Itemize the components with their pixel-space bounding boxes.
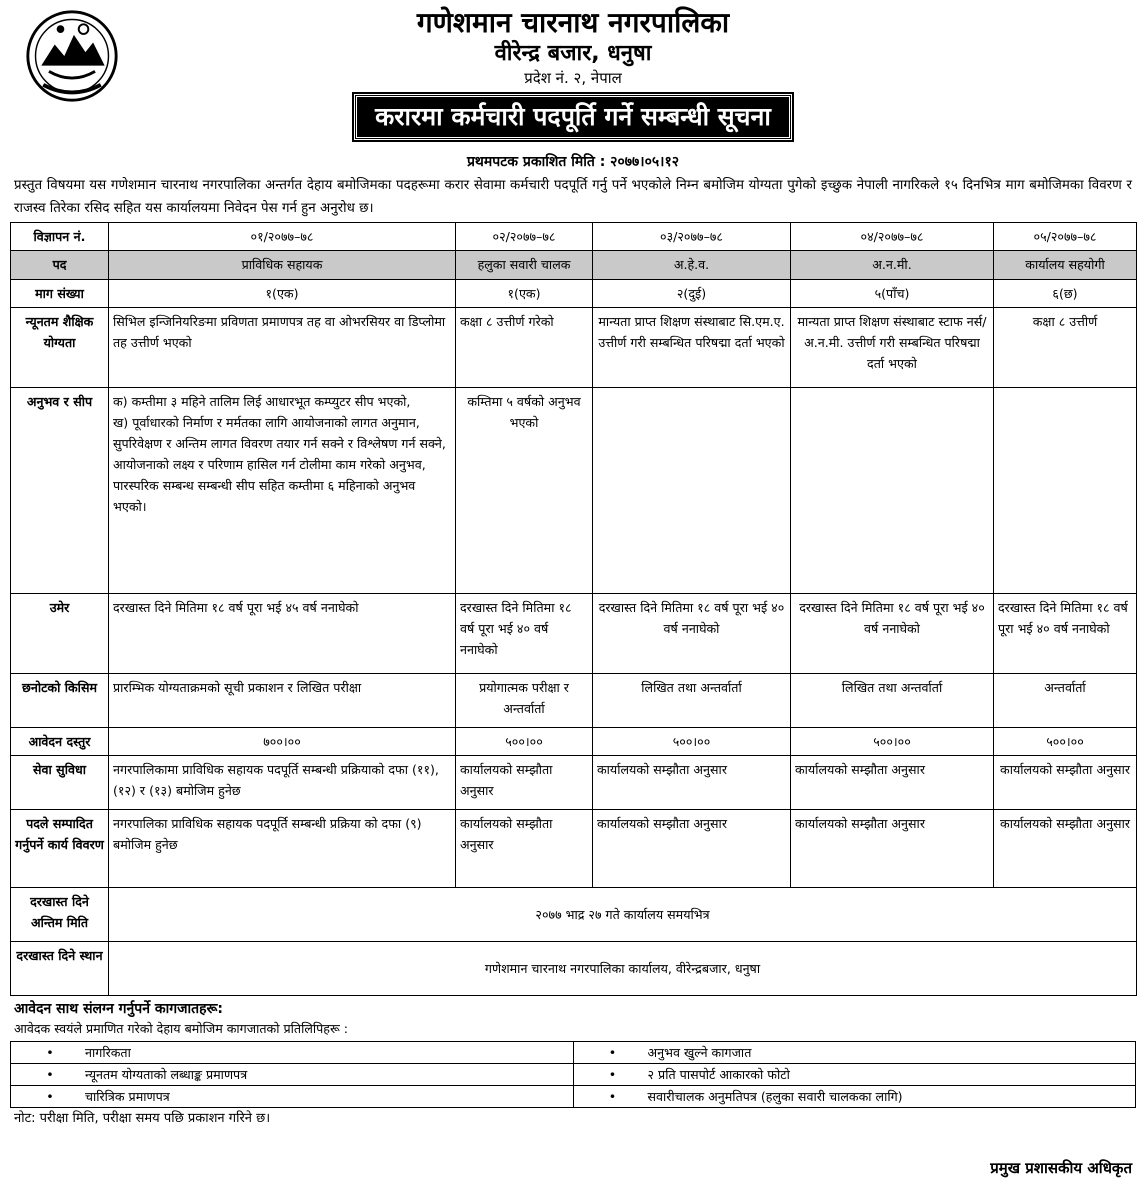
row-label: अनुभव र सीप [11, 388, 109, 594]
venue-value: गणेशमान चारनाथ नगरपालिका कार्यालय, वीरेन्द्रबजार, धनुषा [109, 942, 1137, 996]
document-item [573, 1086, 1136, 1108]
table-cell: लिखित तथा अन्तर्वार्ता [791, 674, 994, 728]
table-cell: ५००।०० [456, 728, 593, 756]
table-cell: कार्यालयको सम्झौता अनुसार [994, 756, 1137, 810]
documents-subtitle: आवेदक स्वयंले प्रमाणित गरेको देहाय बमोजिम कागजातको प्रतिलिपिहरू : [14, 1021, 349, 1036]
document-label: सवारीचालक अनुमतिपत्र (हलुका सवारी चालकका लागि) [647, 1089, 903, 1104]
province-line: प्रदेश नं. २, नेपाल [524, 69, 622, 87]
table-cell: दरखास्त दिने मितिमा १८ वर्ष पूरा भई ४० वर्ष ननाघेको [593, 594, 791, 674]
municipality-name: गणेशमान चारनाथ नगरपालिका [416, 6, 730, 39]
document-item [573, 1064, 1136, 1086]
table-cell: १(एक) [456, 280, 593, 308]
table-cell: दरखास्त दिने मितिमा १८ वर्ष पूरा भई ४० वर्ष ननाघेको [791, 594, 994, 674]
document-item [573, 1042, 1136, 1064]
table-cell: ७००।०० [109, 728, 456, 756]
document-label: अनुभव खुल्ने कागजात [647, 1045, 752, 1060]
document-item [11, 1086, 574, 1108]
table-cell: लिखित तथा अन्तर्वार्ता [593, 674, 791, 728]
table-cell [791, 388, 994, 594]
row-label: दरखास्त दिने स्थान [11, 942, 109, 996]
table-row [11, 728, 1137, 756]
table-cell: कार्यालयको सम्झौता अनुसार [593, 756, 791, 810]
deadline-value: २०७७ भाद्र २७ गते कार्यालय समयभित्र [109, 888, 1137, 942]
documents-title: आवेदन साथ संलग्न गर्नुपर्ने कागजातहरू: [14, 1001, 224, 1017]
bullet-icon: • [608, 1089, 617, 1104]
table-cell: कार्यालयको सम्झौता अनुसार [791, 756, 994, 810]
note-text: नोट: परीक्षा मिति, परीक्षा समय पछि प्रकाशन गरिने छ। [14, 1111, 271, 1126]
table-row [11, 280, 1137, 308]
document-item [11, 1042, 574, 1064]
table-cell: प्रारम्भिक योग्यताक्रमको सूची प्रकाशन र लिखित परीक्षा [109, 674, 456, 728]
intro-paragraph: प्रस्तुत विषयमा यस गणेशमान चारनाथ नगरपालिका अन्तर्गत देहाय बमोजिमका पदहरूमा करार सेवामा कर्मचारी पदपूर्ति गर्नु पर्ने भएकोले निम्न बमोजिम योग्यता पुगेको इच्छुक नेपाली नागरिकले १५ दिनभित्र माग बमोजिमका विवरण र राजस्व तिरेका रसिद सहित यस कार्यालयमा निवेदन पेस गर्न हुन अनुरोध छ। [14, 178, 1132, 216]
table-row [11, 251, 1137, 280]
table-cell: अ.न.मी. [791, 251, 994, 280]
table-row [11, 1042, 1136, 1064]
table-cell: नगरपालिका प्राविधिक सहायक पदपूर्ति सम्बन्धी प्रक्रिया को दफा (९) बमोजिम हुनेछ [109, 810, 456, 888]
row-label: दरखास्त दिने अन्तिम मिति [11, 888, 109, 942]
table-cell: दरखास्त दिने मितिमा १८ वर्ष पूरा भई ४० वर्ष ननाघेको [994, 594, 1137, 674]
publish-date: प्रथमपटक प्रकाशित मिति : २०७७।०५।१२ [466, 154, 680, 170]
row-label: न्यूनतम शैक्षिक योग्यता [11, 308, 109, 388]
table-cell: मान्यता प्राप्त शिक्षण संस्थाबाट सि.एम.ए. उत्तीर्ण गरी सम्बन्धित परिषद्मा दर्ता भएको [593, 308, 791, 388]
table-cell: नगरपालिकामा प्राविधिक सहायक पदपूर्ति सम्बन्धी प्रक्रियाको दफा (११),(१२) र (१३) बमोजिम हुनेछ [109, 756, 456, 810]
table-row [11, 810, 1137, 888]
row-label: सेवा सुविधा [11, 756, 109, 810]
table-row [11, 942, 1137, 996]
table-cell: कार्यालयको सम्झौता अनुसार [791, 810, 994, 888]
bullet-icon: • [46, 1089, 54, 1104]
table-cell: कार्यालयको सम्झौता अनुसार [456, 756, 593, 810]
bullet-icon: • [46, 1067, 54, 1082]
table-cell: कक्षा ८ उत्तीर्ण गरेको [456, 308, 593, 388]
table-cell [593, 388, 791, 594]
signatory-title: प्रमुख प्रशासकीय अधिकृत [990, 1159, 1132, 1177]
row-label: छनोटको किसिम [11, 674, 109, 728]
table-cell: मान्यता प्राप्त शिक्षण संस्थाबाट स्टाफ नर्स/अ.न.मी. उत्तीर्ण गरी सम्बन्धित परिषद्मा दर्ता भएको [791, 308, 994, 388]
table-cell: ०३/२०७७–७८ [593, 223, 791, 251]
table-cell: ५(पाँच) [791, 280, 994, 308]
table-cell: कार्यालय सहयोगी [994, 251, 1137, 280]
table-cell: ०२/२०७७–७८ [456, 223, 593, 251]
vacancy-table [10, 222, 1137, 996]
table-cell: कार्यालयको सम्झौता अनुसार [456, 810, 593, 888]
table-row [11, 388, 1137, 594]
table-row [11, 674, 1137, 728]
table-cell: अ.हे.व. [593, 251, 791, 280]
table-cell: कक्षा ८ उत्तीर्ण [994, 308, 1137, 388]
table-cell: दरखास्त दिने मितिमा १८ वर्ष पूरा भई ४५ वर्ष ननाघेको [109, 594, 456, 674]
table-row [11, 308, 1137, 388]
table-cell: अन्तर्वार्ता [994, 674, 1137, 728]
table-cell: कार्यालयको सम्झौता अनुसार [994, 810, 1137, 888]
document-label: २ प्रति पासपोर्ट आकारको फोटो [647, 1067, 790, 1082]
table-row [11, 594, 1137, 674]
table-row [11, 888, 1137, 942]
table-cell: हलुका सवारी चालक [456, 251, 593, 280]
table-cell: कम्तिमा ५ वर्षको अनुभव भएको [456, 388, 593, 594]
experience-item-a: क) कम्तीमा ३ महिने तालिम लिई आधारभूत कम्प्युटर सीप भएको, [113, 394, 411, 409]
table-cell: २(दुई) [593, 280, 791, 308]
document-label: न्यूनतम योग्यताको लब्धाङ्क प्रमाणपत्र [85, 1067, 248, 1082]
documents-table [10, 1041, 1136, 1108]
table-row [11, 1086, 1136, 1108]
experience-item-b: ख) पूर्वाधारको निर्माण र मर्मतका लागि आयोजनाको लागत अनुमान, सुपरिवेक्षण र अन्तिम लागत विवरण तयार गर्न सक्ने र विश्लेषण गर्न सक्ने, आयोजनाको लक्ष्य र परिणाम हासिल गर्न टोलीमा काम गरेको अनुभव, पारस्परिक सम्बन्ध सम्बन्धी सीप सहित कम्तीमा ६ महिनाको अनुभव भएको। [113, 415, 446, 514]
row-label: पद [11, 251, 109, 280]
table-cell: ५००।०० [994, 728, 1137, 756]
table-cell: कार्यालयको सम्झौता अनुसार [593, 810, 791, 888]
header [10, 0, 1136, 148]
row-label: विज्ञापन नं. [11, 223, 109, 251]
table-cell [994, 388, 1137, 594]
municipality-address: वीरेन्द्र बजार, धनुषा [494, 41, 652, 66]
document-label: चारित्रिक प्रमाणपत्र [85, 1089, 170, 1104]
table-cell: दरखास्त दिने मितिमा १८ वर्ष पूरा भई ४० वर्ष ननाघेको [456, 594, 593, 674]
table-cell: १(एक) [109, 280, 456, 308]
table-cell: ६(छ) [994, 280, 1137, 308]
municipality-emblem-icon [24, 8, 120, 104]
table-cell: ०१/२०७७–७८ [109, 223, 456, 251]
table-row [11, 756, 1137, 810]
table-cell: ०५/२०७७–७८ [994, 223, 1137, 251]
document-item [11, 1064, 574, 1086]
document-label: नागरिकता [85, 1045, 131, 1060]
bullet-icon: • [46, 1045, 54, 1060]
table-cell: ५००।०० [593, 728, 791, 756]
table-cell: प्रयोगात्मक परीक्षा र अन्तर्वार्ता [456, 674, 593, 728]
table-cell: प्राविधिक सहायक [109, 251, 456, 280]
table-cell: सिभिल इन्जिनियरिङमा प्रविणता प्रमाणपत्र तह वा ओभरसियर वा डिप्लोमा तह उत्तीर्ण भएको [109, 308, 456, 388]
row-label: उमेर [11, 594, 109, 674]
notice-title: करारमा कर्मचारी पदपूर्ति गर्ने सम्बन्धी सूचना [354, 94, 792, 140]
row-label: पदले सम्पादित गर्नुपर्ने कार्य विवरण [11, 810, 109, 888]
table-cell: ५००।०० [791, 728, 994, 756]
row-label: आवेदन दस्तुर [11, 728, 109, 756]
table-cell [109, 388, 456, 594]
row-label: माग संख्या [11, 280, 109, 308]
bullet-icon: • [608, 1045, 617, 1060]
table-cell: ०४/२०७७–७८ [791, 223, 994, 251]
table-row [11, 1064, 1136, 1086]
bullet-icon: • [608, 1067, 617, 1082]
table-row [11, 223, 1137, 251]
